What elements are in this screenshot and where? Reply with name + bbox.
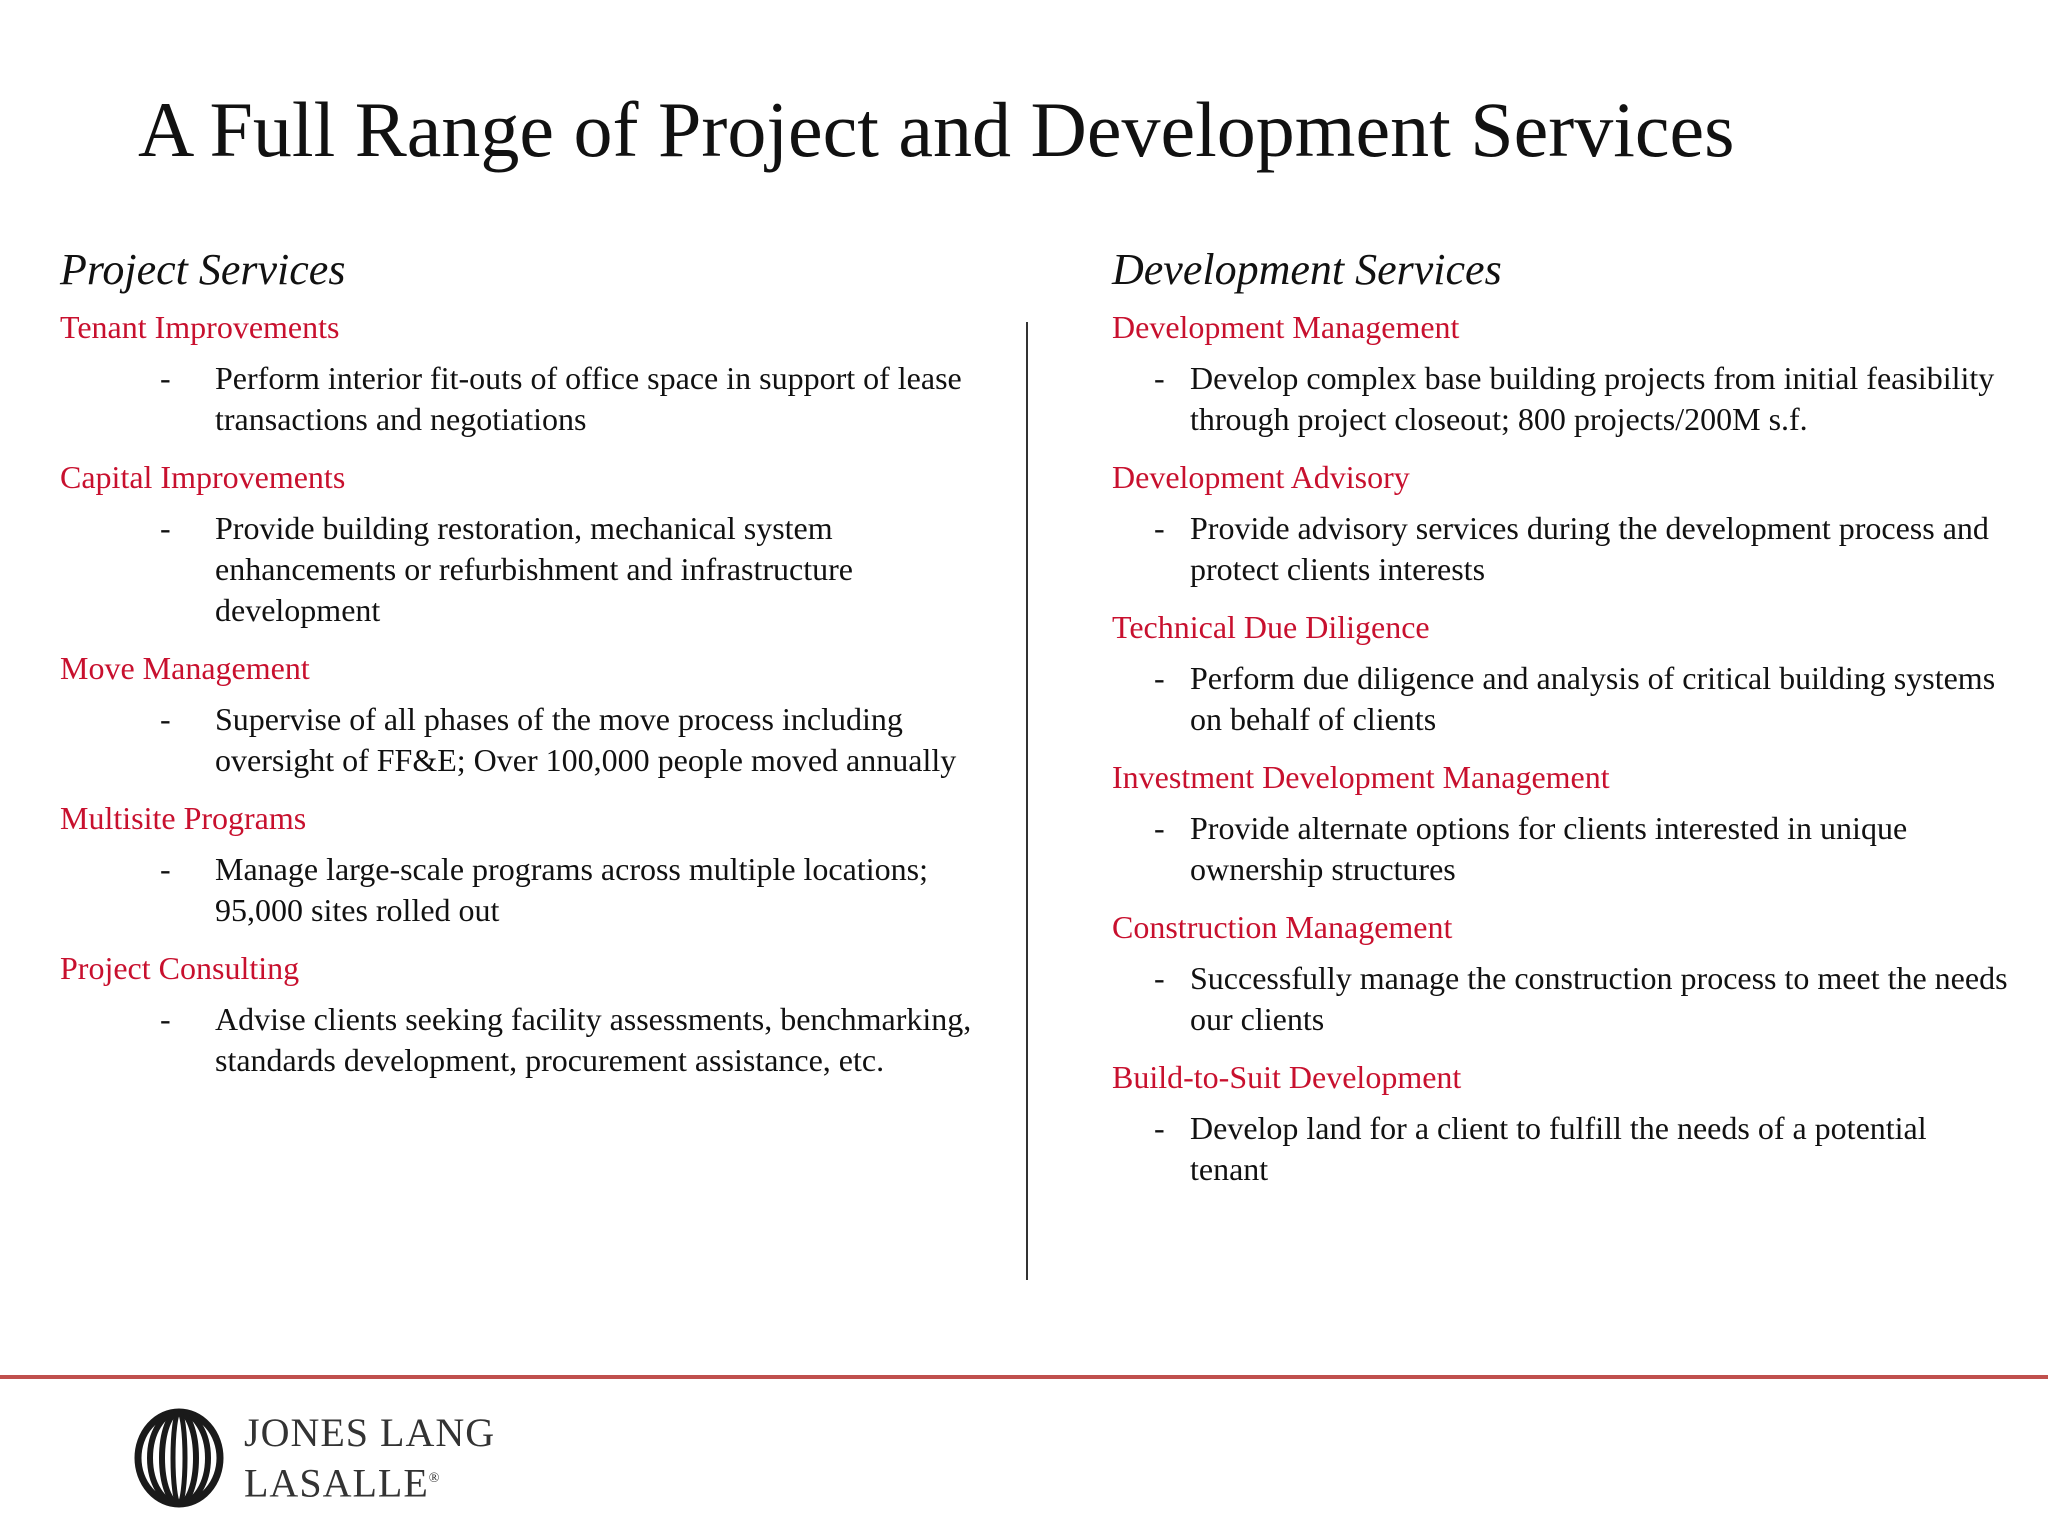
bullet-dash: - (1154, 660, 1165, 696)
logo-mark-icon (134, 1408, 224, 1508)
service-section (60, 306, 990, 440)
project-services-heading: Project Services (60, 245, 346, 294)
bullet-dash: - (1154, 510, 1165, 546)
bullet-dash: - (1154, 360, 1165, 396)
bullet-item (60, 849, 990, 931)
service-section (60, 947, 990, 1081)
column-divider (1026, 322, 1028, 1280)
service-section (1112, 1056, 2012, 1190)
section-title: Development Advisory (1112, 459, 1410, 495)
bullet-dash: - (160, 1001, 171, 1037)
service-section (60, 647, 990, 781)
service-section (1112, 606, 2012, 740)
bullet-text: Provide alternate options for clients interested in unique ownership structures (1190, 810, 1908, 887)
slide-title: A Full Range of Project and Development Services (138, 86, 1735, 173)
bullet-item (1112, 808, 2012, 890)
bullet-dash: - (1154, 810, 1165, 846)
bullet-dash: - (160, 701, 171, 737)
company-logo (134, 1408, 495, 1508)
section-title: Capital Improvements (60, 459, 346, 495)
bullet-item (60, 358, 990, 440)
development-services-column (1112, 242, 2012, 1206)
service-section (60, 797, 990, 931)
logo-line-2-text: LASALLE (244, 1460, 429, 1506)
service-section (1112, 906, 2012, 1040)
section-title: Construction Management (1112, 909, 1453, 945)
section-title: Build-to-Suit Development (1112, 1059, 1462, 1095)
bullet-dash: - (160, 851, 171, 887)
section-title: Multisite Programs (60, 800, 307, 836)
project-services-column (60, 242, 990, 1097)
bullet-item (60, 999, 990, 1081)
section-title: Investment Development Management (1112, 759, 1610, 795)
section-title: Project Consulting (60, 950, 300, 986)
section-title: Tenant Improvements (60, 309, 340, 345)
service-section (1112, 456, 2012, 590)
logo-line-1: JONES LANG (244, 1409, 496, 1455)
bullet-dash: - (1154, 1110, 1165, 1146)
bullet-text: Provide advisory services during the development process and protect clients interests (1190, 510, 1989, 587)
development-services-heading: Development Services (1112, 245, 1502, 294)
bullet-dash: - (1154, 960, 1165, 996)
bullet-text: Successfully manage the construction process to meet the needs our clients (1190, 960, 2008, 1037)
logo-wordmark (244, 1410, 495, 1506)
service-section (1112, 756, 2012, 890)
section-title: Move Management (60, 650, 310, 686)
bullet-text: Perform due diligence and analysis of critical building systems on behalf of clients (1190, 660, 1996, 737)
bullet-item (1112, 508, 2012, 590)
logo-line-2 (244, 1456, 495, 1506)
bullet-text: Supervise of all phases of the move process including oversight of FF&E; Over 100,000 people moved annually (215, 701, 957, 778)
bullet-item (60, 508, 990, 631)
service-section (60, 456, 990, 631)
section-title: Technical Due Diligence (1112, 609, 1430, 645)
bullet-dash: - (160, 510, 171, 546)
bullet-text: Provide building restoration, mechanical system enhancements or refurbishment and infrastructure development (215, 510, 853, 628)
bullet-dash: - (160, 360, 171, 396)
bullet-item (1112, 958, 2012, 1040)
bullet-item (60, 699, 990, 781)
service-section (1112, 306, 2012, 440)
bullet-text: Manage large-scale programs across multiple locations; 95,000 sites rolled out (215, 851, 928, 928)
bullet-item (1112, 1108, 2012, 1190)
registered-mark: ® (428, 1470, 441, 1486)
bullet-text: Perform interior fit-outs of office space in support of lease transactions and negotiations (215, 360, 962, 437)
bullet-item (1112, 658, 2012, 740)
bullet-item (1112, 358, 2012, 440)
bullet-text: Develop land for a client to fulfill the needs of a potential tenant (1190, 1110, 1927, 1187)
footer-rule (0, 1375, 2048, 1379)
bullet-text: Develop complex base building projects from initial feasibility through project closeout; 800 projects/200M s.f. (1190, 360, 1995, 437)
bullet-text: Advise clients seeking facility assessments, benchmarking, standards development, procurement assistance, etc. (215, 1001, 972, 1078)
section-title: Development Management (1112, 309, 1460, 345)
